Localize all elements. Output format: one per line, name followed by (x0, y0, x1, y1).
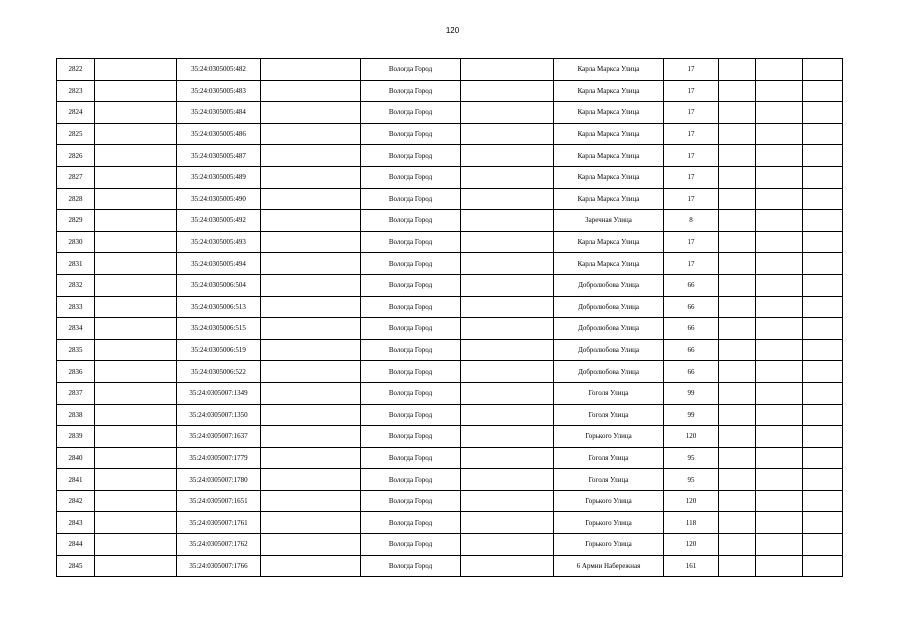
empty-cell (261, 123, 361, 145)
empty-cell (261, 339, 361, 361)
empty-cell (803, 490, 843, 512)
house-number-cell: 120 (664, 426, 719, 448)
row-number-cell: 2844 (57, 534, 95, 556)
empty-cell (803, 555, 843, 577)
cadastral-number-cell: 35:24:0305006:513 (177, 296, 261, 318)
city-cell: Вологда Город (361, 404, 461, 426)
house-number-cell: 66 (664, 339, 719, 361)
empty-cell (803, 339, 843, 361)
empty-cell (719, 469, 756, 491)
street-cell: Карла Маркса Улица (554, 188, 664, 210)
empty-cell (719, 102, 756, 124)
table-row (57, 512, 843, 534)
street-cell: Горького Улица (554, 426, 664, 448)
row-number-cell: 2838 (57, 404, 95, 426)
table-row (57, 166, 843, 188)
row-number-cell: 2832 (57, 274, 95, 296)
city-cell: Вологда Город (361, 339, 461, 361)
empty-cell (756, 490, 803, 512)
empty-cell (461, 404, 554, 426)
empty-cell (719, 123, 756, 145)
empty-cell (719, 59, 756, 81)
empty-cell (719, 166, 756, 188)
empty-cell (95, 555, 177, 577)
empty-cell (261, 166, 361, 188)
street-cell: Добролюбова Улица (554, 361, 664, 383)
table-row (57, 339, 843, 361)
house-number-cell: 17 (664, 59, 719, 81)
city-cell: Вологда Город (361, 80, 461, 102)
cadastral-number-cell: 35:24:0305005:482 (177, 59, 261, 81)
empty-cell (803, 447, 843, 469)
table-row (57, 274, 843, 296)
empty-cell (756, 80, 803, 102)
table-row (57, 145, 843, 167)
empty-cell (756, 231, 803, 253)
empty-cell (261, 296, 361, 318)
empty-cell (803, 361, 843, 383)
table-row (57, 447, 843, 469)
cadastral-number-cell: 35:24:0305007:1349 (177, 382, 261, 404)
empty-cell (461, 555, 554, 577)
empty-cell (261, 145, 361, 167)
empty-cell (803, 102, 843, 124)
empty-cell (261, 80, 361, 102)
row-number-cell: 2829 (57, 210, 95, 232)
cadastral-number-cell: 35:24:0305006:522 (177, 361, 261, 383)
empty-cell (95, 123, 177, 145)
cadastral-number-cell: 35:24:0305007:1779 (177, 447, 261, 469)
cadastral-number-cell: 35:24:0305007:1651 (177, 490, 261, 512)
street-cell: Гоголя Улица (554, 469, 664, 491)
empty-cell (803, 469, 843, 491)
empty-cell (461, 145, 554, 167)
street-cell: Гоголя Улица (554, 447, 664, 469)
city-cell: Вологда Город (361, 426, 461, 448)
table-row (57, 426, 843, 448)
empty-cell (95, 512, 177, 534)
city-cell: Вологда Город (361, 166, 461, 188)
empty-cell (756, 145, 803, 167)
house-number-cell: 99 (664, 382, 719, 404)
house-number-cell: 17 (664, 145, 719, 167)
empty-cell (756, 382, 803, 404)
street-cell: Горького Улица (554, 490, 664, 512)
cadastral-number-cell: 35:24:0305005:483 (177, 80, 261, 102)
empty-cell (719, 426, 756, 448)
house-number-cell: 99 (664, 404, 719, 426)
empty-cell (803, 59, 843, 81)
empty-cell (756, 447, 803, 469)
empty-cell (95, 188, 177, 210)
city-cell: Вологда Город (361, 447, 461, 469)
empty-cell (461, 447, 554, 469)
table-row (57, 490, 843, 512)
table-row (57, 382, 843, 404)
empty-cell (261, 59, 361, 81)
city-cell: Вологда Город (361, 253, 461, 275)
empty-cell (756, 339, 803, 361)
table-row (57, 318, 843, 340)
empty-cell (461, 166, 554, 188)
empty-cell (719, 555, 756, 577)
cadastral-number-cell: 35:24:0305005:486 (177, 123, 261, 145)
city-cell: Вологда Город (361, 512, 461, 534)
empty-cell (756, 102, 803, 124)
empty-cell (461, 534, 554, 556)
empty-cell (803, 210, 843, 232)
city-cell: Вологда Город (361, 188, 461, 210)
empty-cell (261, 469, 361, 491)
empty-cell (756, 188, 803, 210)
empty-cell (261, 188, 361, 210)
row-number-cell: 2839 (57, 426, 95, 448)
empty-cell (261, 102, 361, 124)
empty-cell (261, 253, 361, 275)
empty-cell (261, 534, 361, 556)
cadastral-number-cell: 35:24:0305007:1762 (177, 534, 261, 556)
empty-cell (95, 490, 177, 512)
row-number-cell: 2831 (57, 253, 95, 275)
row-number-cell: 2830 (57, 231, 95, 253)
house-number-cell: 95 (664, 447, 719, 469)
city-cell: Вологда Город (361, 361, 461, 383)
empty-cell (461, 490, 554, 512)
empty-cell (756, 404, 803, 426)
street-cell: Добролюбова Улица (554, 339, 664, 361)
empty-cell (803, 253, 843, 275)
cadastral-number-cell: 35:24:0305005:484 (177, 102, 261, 124)
street-cell: Карла Маркса Улица (554, 253, 664, 275)
row-number-cell: 2836 (57, 361, 95, 383)
empty-cell (261, 318, 361, 340)
row-number-cell: 2823 (57, 80, 95, 102)
empty-cell (803, 534, 843, 556)
table-row (57, 102, 843, 124)
city-cell: Вологда Город (361, 555, 461, 577)
empty-cell (719, 296, 756, 318)
row-number-cell: 2837 (57, 382, 95, 404)
empty-cell (756, 210, 803, 232)
table-row (57, 534, 843, 556)
row-number-cell: 2828 (57, 188, 95, 210)
street-cell: Карла Маркса Улица (554, 166, 664, 188)
house-number-cell: 66 (664, 318, 719, 340)
table-row (57, 296, 843, 318)
empty-cell (261, 210, 361, 232)
table-row (57, 80, 843, 102)
house-number-cell: 95 (664, 469, 719, 491)
street-cell: Заречная Улица (554, 210, 664, 232)
empty-cell (461, 59, 554, 81)
house-number-cell: 118 (664, 512, 719, 534)
table-row (57, 361, 843, 383)
empty-cell (756, 274, 803, 296)
empty-cell (95, 339, 177, 361)
city-cell: Вологда Город (361, 382, 461, 404)
empty-cell (261, 274, 361, 296)
empty-cell (803, 296, 843, 318)
empty-cell (719, 339, 756, 361)
row-number-cell: 2827 (57, 166, 95, 188)
empty-cell (261, 426, 361, 448)
house-number-cell: 66 (664, 296, 719, 318)
empty-cell (461, 512, 554, 534)
cadastral-number-cell: 35:24:0305005:493 (177, 231, 261, 253)
empty-cell (261, 404, 361, 426)
table-row (57, 123, 843, 145)
house-number-cell: 17 (664, 188, 719, 210)
street-cell: Добролюбова Улица (554, 296, 664, 318)
table-row (57, 210, 843, 232)
city-cell: Вологда Город (361, 145, 461, 167)
cadastral-number-cell: 35:24:0305007:1637 (177, 426, 261, 448)
empty-cell (803, 274, 843, 296)
empty-cell (803, 188, 843, 210)
table-row (57, 404, 843, 426)
empty-cell (719, 382, 756, 404)
cadastral-number-cell: 35:24:0305006:519 (177, 339, 261, 361)
row-number-cell: 2824 (57, 102, 95, 124)
table-row (57, 253, 843, 275)
table-row (57, 555, 843, 577)
house-number-cell: 17 (664, 231, 719, 253)
empty-cell (719, 188, 756, 210)
empty-cell (756, 318, 803, 340)
empty-cell (803, 426, 843, 448)
city-cell: Вологда Город (361, 231, 461, 253)
table-row (57, 188, 843, 210)
street-cell: Карла Маркса Улица (554, 231, 664, 253)
empty-cell (95, 274, 177, 296)
empty-cell (719, 490, 756, 512)
empty-cell (95, 210, 177, 232)
house-number-cell: 66 (664, 274, 719, 296)
city-cell: Вологда Город (361, 59, 461, 81)
empty-cell (461, 469, 554, 491)
empty-cell (803, 80, 843, 102)
empty-cell (756, 534, 803, 556)
empty-cell (95, 426, 177, 448)
empty-cell (95, 447, 177, 469)
empty-cell (756, 469, 803, 491)
empty-cell (756, 512, 803, 534)
empty-cell (95, 166, 177, 188)
row-number-cell: 2822 (57, 59, 95, 81)
empty-cell (261, 490, 361, 512)
empty-cell (95, 318, 177, 340)
cadastral-number-cell: 35:24:0305005:489 (177, 166, 261, 188)
row-number-cell: 2843 (57, 512, 95, 534)
empty-cell (719, 210, 756, 232)
street-cell: Карла Маркса Улица (554, 145, 664, 167)
city-cell: Вологда Город (361, 296, 461, 318)
city-cell: Вологда Город (361, 210, 461, 232)
empty-cell (719, 80, 756, 102)
row-number-cell: 2845 (57, 555, 95, 577)
row-number-cell: 2825 (57, 123, 95, 145)
city-cell: Вологда Город (361, 490, 461, 512)
empty-cell (95, 534, 177, 556)
empty-cell (461, 382, 554, 404)
cadastral-number-cell: 35:24:0305007:1350 (177, 404, 261, 426)
cadastral-number-cell: 35:24:0305005:487 (177, 145, 261, 167)
house-number-cell: 17 (664, 123, 719, 145)
empty-cell (803, 145, 843, 167)
street-cell: Карла Маркса Улица (554, 59, 664, 81)
empty-cell (95, 145, 177, 167)
empty-cell (461, 361, 554, 383)
table-row (57, 231, 843, 253)
empty-cell (719, 318, 756, 340)
registry-table (56, 58, 843, 577)
empty-cell (719, 145, 756, 167)
empty-cell (95, 102, 177, 124)
cadastral-number-cell: 35:24:0305005:490 (177, 188, 261, 210)
empty-cell (803, 512, 843, 534)
empty-cell (461, 102, 554, 124)
empty-cell (261, 361, 361, 383)
empty-cell (95, 80, 177, 102)
city-cell: Вологда Город (361, 469, 461, 491)
house-number-cell: 120 (664, 490, 719, 512)
empty-cell (95, 253, 177, 275)
house-number-cell: 17 (664, 253, 719, 275)
city-cell: Вологда Город (361, 102, 461, 124)
cadastral-number-cell: 35:24:0305007:1780 (177, 469, 261, 491)
empty-cell (461, 339, 554, 361)
empty-cell (461, 318, 554, 340)
page-number: 120 (445, 26, 460, 35)
empty-cell (719, 253, 756, 275)
cadastral-number-cell: 35:24:0305006:504 (177, 274, 261, 296)
house-number-cell: 120 (664, 534, 719, 556)
row-number-cell: 2840 (57, 447, 95, 469)
empty-cell (261, 512, 361, 534)
empty-cell (261, 382, 361, 404)
empty-cell (95, 231, 177, 253)
street-cell: Добролюбова Улица (554, 274, 664, 296)
row-number-cell: 2841 (57, 469, 95, 491)
empty-cell (95, 361, 177, 383)
empty-cell (261, 447, 361, 469)
cadastral-number-cell: 35:24:0305005:494 (177, 253, 261, 275)
empty-cell (461, 188, 554, 210)
empty-cell (719, 361, 756, 383)
empty-cell (95, 382, 177, 404)
empty-cell (803, 318, 843, 340)
empty-cell (95, 404, 177, 426)
empty-cell (719, 231, 756, 253)
empty-cell (803, 382, 843, 404)
city-cell: Вологда Город (361, 123, 461, 145)
street-cell: Гоголя Улица (554, 382, 664, 404)
empty-cell (803, 404, 843, 426)
street-cell: Карла Маркса Улица (554, 102, 664, 124)
empty-cell (461, 123, 554, 145)
street-cell: Гоголя Улица (554, 404, 664, 426)
city-cell: Вологда Город (361, 534, 461, 556)
cadastral-number-cell: 35:24:0305006:515 (177, 318, 261, 340)
street-cell: Горького Улица (554, 512, 664, 534)
empty-cell (756, 59, 803, 81)
row-number-cell: 2842 (57, 490, 95, 512)
empty-cell (95, 469, 177, 491)
empty-cell (756, 426, 803, 448)
empty-cell (719, 447, 756, 469)
table-row (57, 59, 843, 81)
empty-cell (756, 123, 803, 145)
empty-cell (461, 80, 554, 102)
empty-cell (803, 123, 843, 145)
row-number-cell: 2826 (57, 145, 95, 167)
row-number-cell: 2833 (57, 296, 95, 318)
empty-cell (261, 555, 361, 577)
empty-cell (95, 296, 177, 318)
cadastral-number-cell: 35:24:0305007:1766 (177, 555, 261, 577)
street-cell: Карла Маркса Улица (554, 123, 664, 145)
street-cell: Горького Улица (554, 534, 664, 556)
street-cell: Карла Маркса Улица (554, 80, 664, 102)
street-cell: 6 Армии Набережная (554, 555, 664, 577)
empty-cell (461, 210, 554, 232)
empty-cell (756, 166, 803, 188)
house-number-cell: 17 (664, 80, 719, 102)
cadastral-number-cell: 35:24:0305007:1761 (177, 512, 261, 534)
empty-cell (719, 404, 756, 426)
street-cell: Добролюбова Улица (554, 318, 664, 340)
empty-cell (461, 296, 554, 318)
house-number-cell: 161 (664, 555, 719, 577)
empty-cell (461, 274, 554, 296)
house-number-cell: 17 (664, 102, 719, 124)
house-number-cell: 17 (664, 166, 719, 188)
empty-cell (261, 231, 361, 253)
empty-cell (756, 361, 803, 383)
row-number-cell: 2834 (57, 318, 95, 340)
cadastral-number-cell: 35:24:0305005:492 (177, 210, 261, 232)
empty-cell (719, 274, 756, 296)
empty-cell (719, 534, 756, 556)
house-number-cell: 8 (664, 210, 719, 232)
table-row (57, 469, 843, 491)
city-cell: Вологда Город (361, 318, 461, 340)
empty-cell (803, 166, 843, 188)
empty-cell (756, 296, 803, 318)
house-number-cell: 66 (664, 361, 719, 383)
empty-cell (803, 231, 843, 253)
city-cell: Вологда Город (361, 274, 461, 296)
empty-cell (95, 59, 177, 81)
empty-cell (756, 555, 803, 577)
row-number-cell: 2835 (57, 339, 95, 361)
empty-cell (461, 231, 554, 253)
empty-cell (461, 253, 554, 275)
empty-cell (719, 512, 756, 534)
empty-cell (461, 426, 554, 448)
empty-cell (756, 253, 803, 275)
